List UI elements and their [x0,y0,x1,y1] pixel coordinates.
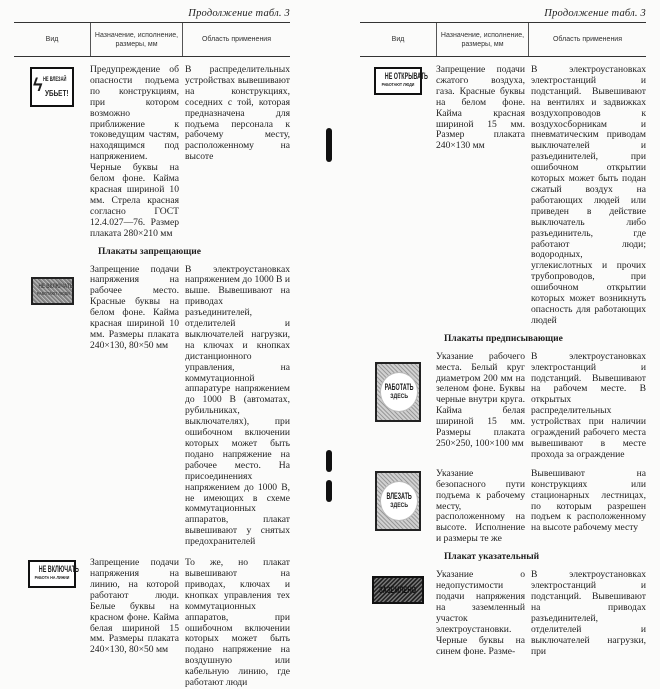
application-cell: В электроустановках электростанций и подстанций. Вывешивают на приводах разъединителей, отделителей и выключателей нагрузки, при [531,569,646,657]
sign-cell [14,558,90,689]
sign-line: НЕ ВКЛЮЧАТЬ [37,282,73,290]
white-circle [380,372,418,412]
section-title: Плакаты запрещающие [98,246,201,257]
purpose-cell: Указание о недопустимости подачи напряжения на заземленный участок электроустановки. Черные буквы на синем фоне. Разме- [436,569,525,657]
right-page [330,0,660,689]
sign-line: НЕ ВКЛЮЧАТЬ [38,564,79,575]
sign-line: УБЬЕТ! [45,89,69,98]
sign-cell [360,352,436,461]
application-cell: В электроустановках электростанций и подстанций. Вывешивают на вентилях и задвижках воздухопроводов к воздухосборникам и пневматическим приводам выключателей и разъединителей, при ошибочном открытии которых может быть подан сжатый воздух на работающих людей или приведен в действие выключатель либо разъединитель, где работают люди; водородных, углекислотных и прочих трубопроводов, при ошибочном открытии которых может возникнуть опасность для работающих людей [531,64,646,326]
sign-line: РАБОТАЮТ ЛЮДИ [36,290,70,296]
application-cell: Вывешивают на конструкциях или стационарных лестницах, по которым разрешен подъем к расположенному на высоте рабочему месту [531,467,646,534]
header-application: Область применения [552,36,623,43]
sign-line: РАБОТАЮТ ЛЮДИ [381,82,415,87]
table-row [360,352,646,461]
sign-line: РАБОТАТЬ [384,382,414,393]
sign-do-not-climb [30,67,74,107]
section-title: Плакаты предписывающие [444,333,563,344]
sign-cell [360,469,436,545]
sign-line: ЗАЗЕМЛЕНО [379,584,417,595]
sign-cell [14,265,90,549]
purpose-cell: Запрещение подачи напряжения на рабочее место. Красные буквы на белом фоне. Кайма красная шириной 10 мм. Размеры плаката 240×130, 80×50 мм [90,263,179,351]
sign-line: ВЛЕЗАТЬ [386,491,412,502]
sign-cell [360,570,436,657]
purpose-cell: Запрещение подачи напряжения на линию, на которой работают люди. Белые буквы на красном фоне. Кайма белая шириной 15 мм. Размеры плаката 240×130, 80×50 мм [90,557,179,656]
application-cell: В электроустановках электростанций и подстанций. Вывешивают на рабочем месте. В открытых распределительных устройствах при наличии ограждений рабочего места вывешивают в месте прохода за ограждение [531,350,646,460]
table-row [14,265,290,549]
table-row [360,469,646,545]
table-row [360,65,646,327]
header-purpose: Назначение, исполнение, размеры, мм [436,23,529,56]
application-cell: В распределительных устройствах вывешивают на конструкциях, соседних с той, которая предназначена для подъема персонала к рабочему месту, расположенному на высоте [185,64,290,163]
continuation-label: Продолжение табл. 3 [544,8,646,19]
sign-cell [360,65,436,327]
sign-do-not-open [374,67,428,95]
sign-line: ЗДЕСЬ [390,502,408,510]
table-row [360,570,646,657]
header-purpose: Назначение, исполнение, размеры, мм [90,23,183,56]
table-row [14,65,290,240]
section-title: Плакат указательный [444,552,540,563]
sign-work-here [375,362,421,422]
lightning-arrow-icon: ϟ [33,75,43,95]
table-header [360,22,646,57]
application-cell: В электроустановках напряжением до 1000 В и выше. Вывешивают на приводах разъединителей, отделителей и выключателей нагрузки, на ключах и кнопках дистанционного управления, на коммутационной аппаратуре напряжением до 1000 В (автоматах, рубильниках, выключателях), при ошибочном включении которых может быть подано напряжение на рабочее место. На присоединениях напряжением до 1000 В, не имеющих в схеме коммутационных аппаратов, плакат вывешивают у снятых предохранителей [185,263,290,548]
sign-line: НЕ ОТКРЫВАТЬ [384,71,428,81]
white-circle [380,481,418,521]
sign-climb-here [375,471,421,531]
sign-line: РАБОТА НА ЛИНИИ [34,575,70,581]
header-view: Вид [391,36,405,43]
table-row [14,558,290,689]
sign-line: ЗДЕСЬ [390,393,408,401]
purpose-cell: Предупреждение об опасности подъема по конструкциям, при котором возможно приближение к токоведущим частям, находящимся под напряжением. Черные буквы на белом фоне. Кайма красная шириной 10 мм. Стрела красная согласно ГОСТ 12.4.027—76. Размер плаката 280×210 мм [90,64,179,239]
continuation-label: Продолжение табл. 3 [188,8,290,19]
sign-line: НЕ ВЛЕЗАЙ [43,76,67,83]
purpose-cell: Указание рабочего места. Белый круг диаметром 200 мм на зеленом фоне. Буквы черные внутри круга. Кайма белая шириной 15 мм. Размеры плаката 250×250, 100×100 мм [436,350,525,449]
sign-grounded [372,576,424,604]
purpose-cell: Запрещение подачи сжатого воздуха, газа. Красные буквы на белом фоне. Кайма красная шириной 15 мм. Размер плаката 240×130 мм [436,64,525,152]
sign-do-not-switch-on [31,277,74,305]
header-application: Область применения [201,36,272,43]
header-view: Вид [45,36,59,43]
sign-do-not-switch-on-line [28,560,79,588]
purpose-cell: Указание безопасного пути подъема к рабочему месту, расположенному на высоте. Исполнение и размеры те же [436,467,525,545]
table-header [14,22,290,57]
sign-cell [14,65,90,240]
application-cell: То же, но плакат вывешивают на приводах, ключах и кнопках управления тех коммутационных аппаратов, при ошибочном включении которых может быть подано напряжение на воздушную или кабельную линию, где работают люди [185,557,290,689]
